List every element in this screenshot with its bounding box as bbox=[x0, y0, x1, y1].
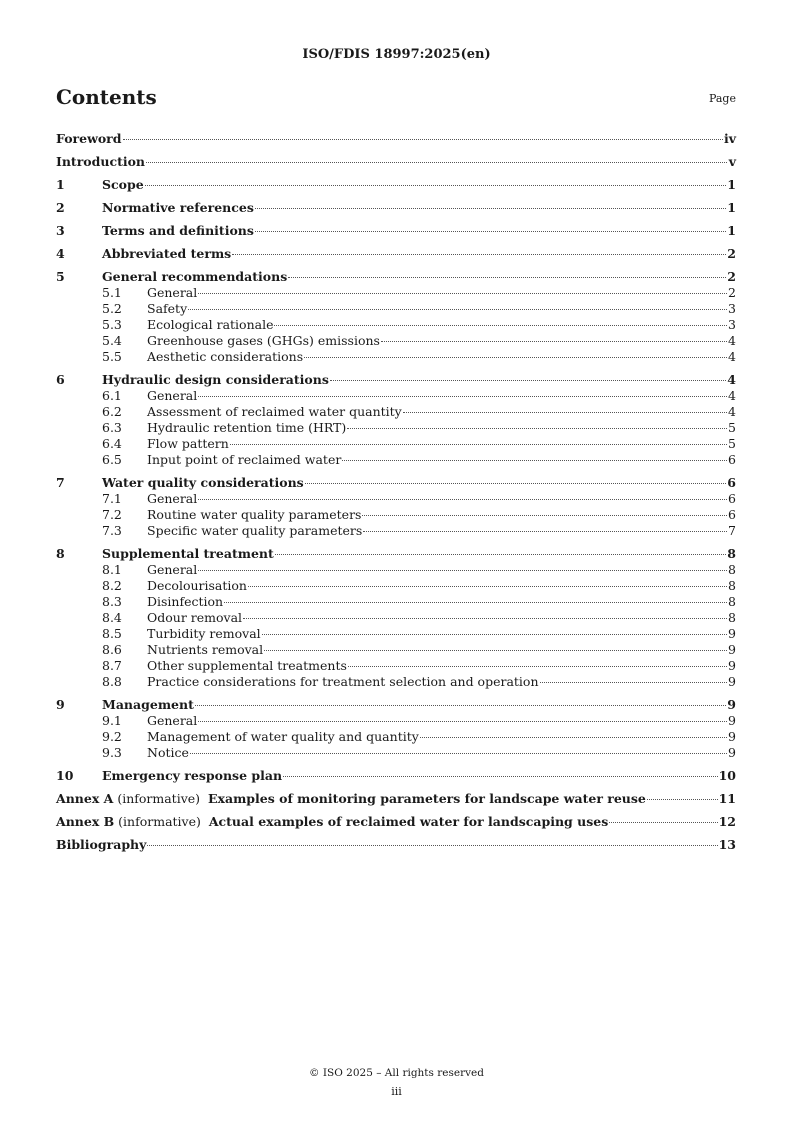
dot-leader bbox=[540, 682, 727, 683]
toc-entry-number: 8.8 bbox=[102, 674, 122, 689]
document-id: ISO/FDIS 18997:2025(en) bbox=[302, 47, 491, 62]
toc-entry[interactable] bbox=[56, 546, 736, 562]
toc-entry-page: 6 bbox=[728, 507, 736, 522]
toc-entry[interactable] bbox=[56, 674, 736, 690]
dot-leader bbox=[188, 309, 727, 310]
toc-entry-label: General bbox=[147, 491, 198, 506]
page-column-label: Page bbox=[708, 92, 736, 105]
toc-entry-page: 1 bbox=[727, 223, 736, 238]
toc-entry-label: Supplemental treatment bbox=[102, 546, 274, 561]
dot-leader bbox=[403, 412, 727, 413]
toc-entry-label: Management bbox=[102, 697, 194, 712]
toc-entry[interactable] bbox=[56, 388, 736, 404]
toc-entry-number: 8.5 bbox=[102, 626, 122, 641]
toc-entry[interactable] bbox=[56, 301, 736, 317]
dot-leader bbox=[190, 753, 727, 754]
toc-entry[interactable] bbox=[56, 837, 736, 853]
toc-entry-page: iv bbox=[723, 131, 736, 146]
toc-entry-label: Normative references bbox=[102, 200, 254, 215]
toc-entry-number: 7.1 bbox=[102, 491, 122, 506]
dot-leader bbox=[255, 208, 726, 209]
toc-entry-number: 9.1 bbox=[102, 713, 122, 728]
toc-entry[interactable] bbox=[56, 177, 736, 193]
toc-entry[interactable] bbox=[56, 697, 736, 713]
toc-entry-page: 2 bbox=[728, 285, 736, 300]
toc-entry-number: 7 bbox=[56, 475, 65, 490]
toc-entry-number: 8 bbox=[56, 546, 65, 561]
toc-entry-label: Input point of reclaimed water bbox=[147, 452, 342, 467]
toc-entry-label: Odour removal bbox=[147, 610, 243, 625]
toc-entry-number: 8.2 bbox=[102, 578, 122, 593]
toc-entry-number: 9.2 bbox=[102, 729, 122, 744]
toc-entry-page: 9 bbox=[728, 745, 736, 760]
toc-entry-number: 7.3 bbox=[102, 523, 122, 538]
toc-entry-number: 3 bbox=[56, 223, 65, 238]
toc-entry-page: 11 bbox=[718, 791, 736, 806]
toc-entry-label: Greenhouse gases (GHGs) emissions bbox=[147, 333, 380, 348]
toc-entry-label bbox=[56, 791, 646, 807]
toc-entry[interactable] bbox=[56, 246, 736, 262]
toc-entry-number: 4 bbox=[56, 246, 65, 261]
toc-entry[interactable] bbox=[56, 594, 736, 610]
toc-entry-page: 7 bbox=[728, 523, 736, 538]
table-of-contents bbox=[56, 131, 736, 853]
dot-leader bbox=[304, 357, 727, 358]
toc-entry[interactable] bbox=[56, 200, 736, 216]
dot-leader bbox=[342, 460, 727, 461]
toc-entry[interactable] bbox=[56, 491, 736, 507]
dot-leader bbox=[348, 666, 727, 667]
toc-entry-label: Terms and definitions bbox=[102, 223, 254, 238]
toc-entry-number: 5.3 bbox=[102, 317, 122, 332]
toc-entry-label: Hydraulic retention time (HRT) bbox=[147, 420, 347, 435]
dot-leader bbox=[123, 139, 723, 140]
toc-entry[interactable] bbox=[56, 626, 736, 642]
toc-entry-label: General bbox=[147, 285, 198, 300]
toc-entry-number: 5.5 bbox=[102, 349, 122, 364]
toc-entry-label: Bibliography bbox=[56, 837, 147, 852]
toc-entry-page: 1 bbox=[727, 177, 736, 192]
toc-entry[interactable] bbox=[56, 642, 736, 658]
toc-entry-number: 9 bbox=[56, 697, 65, 712]
dot-leader bbox=[362, 515, 727, 516]
toc-entry-number: 5.4 bbox=[102, 333, 122, 348]
toc-entry-page: 6 bbox=[727, 475, 736, 490]
toc-entry[interactable] bbox=[56, 317, 736, 333]
toc-entry-number: 1 bbox=[56, 177, 65, 192]
toc-entry-page: 9 bbox=[728, 713, 736, 728]
dot-leader bbox=[195, 705, 726, 706]
toc-entry[interactable] bbox=[56, 131, 736, 147]
toc-entry-number: 2 bbox=[56, 200, 65, 215]
toc-entry-label: Scope bbox=[102, 177, 144, 192]
toc-entry-page: 2 bbox=[727, 269, 736, 284]
toc-entry-number: 6.2 bbox=[102, 404, 122, 419]
toc-entry-label: Turbidity removal bbox=[147, 626, 261, 641]
toc-entry-page: 12 bbox=[718, 814, 736, 829]
toc-entry-label: Aesthetic considerations bbox=[147, 349, 304, 364]
toc-entry-number: 8.6 bbox=[102, 642, 122, 657]
dot-leader bbox=[198, 570, 727, 571]
dot-leader bbox=[275, 554, 727, 555]
dot-leader bbox=[255, 231, 726, 232]
dot-leader bbox=[224, 602, 727, 603]
toc-entry-label: Management of water quality and quantity bbox=[147, 729, 419, 744]
toc-entry[interactable] bbox=[56, 745, 736, 761]
toc-entry-page: 9 bbox=[727, 697, 736, 712]
dot-leader bbox=[248, 586, 727, 587]
toc-entry-label: Other supplemental treatments bbox=[147, 658, 347, 673]
toc-entry-page: 5 bbox=[728, 436, 736, 451]
toc-entry-page: 13 bbox=[718, 837, 736, 852]
toc-entry-label: Routine water quality parameters bbox=[147, 507, 362, 522]
dot-leader bbox=[146, 162, 727, 163]
dot-leader bbox=[305, 483, 727, 484]
toc-entry-page: 3 bbox=[728, 301, 736, 316]
toc-entry-label: Introduction bbox=[56, 154, 146, 169]
toc-entry-page: 4 bbox=[727, 372, 736, 387]
toc-entry[interactable] bbox=[56, 404, 736, 420]
toc-entry-label: Nutrients removal bbox=[147, 642, 264, 657]
toc-entry-number: 5 bbox=[56, 269, 65, 284]
annex-qualifier: (informative) bbox=[114, 814, 209, 829]
dot-leader bbox=[264, 650, 727, 651]
toc-entry-page: 4 bbox=[728, 388, 736, 403]
toc-entry[interactable] bbox=[56, 507, 736, 523]
dot-leader bbox=[243, 618, 727, 619]
dot-leader bbox=[198, 499, 727, 500]
toc-entry-label: Safety bbox=[147, 301, 188, 316]
toc-entry-page: 3 bbox=[728, 317, 736, 332]
dot-leader bbox=[363, 531, 727, 532]
toc-entry[interactable] bbox=[56, 658, 736, 674]
toc-entry[interactable] bbox=[56, 729, 736, 745]
toc-entry-label: Emergency response plan bbox=[102, 768, 283, 783]
dot-leader bbox=[330, 380, 726, 381]
toc-entry-label: General bbox=[147, 388, 198, 403]
page-number: iii bbox=[391, 1085, 402, 1098]
toc-entry[interactable] bbox=[56, 578, 736, 594]
toc-entry-label: Water quality considerations bbox=[102, 475, 304, 490]
toc-entry-page: 6 bbox=[728, 452, 736, 467]
dot-leader bbox=[347, 428, 727, 429]
toc-entry[interactable] bbox=[56, 349, 736, 365]
page-title: Contents bbox=[56, 85, 157, 109]
dot-leader bbox=[288, 277, 726, 278]
annex-prefix: Annex B bbox=[56, 814, 115, 829]
toc-entry-page: 9 bbox=[728, 674, 736, 689]
toc-entry-page: v bbox=[728, 154, 736, 169]
toc-entry-number: 6.4 bbox=[102, 436, 122, 451]
toc-entry-page: 8 bbox=[728, 610, 736, 625]
toc-entry-number: 8.4 bbox=[102, 610, 122, 625]
annex-title: Examples of monitoring parameters for landscape water reuse bbox=[207, 791, 646, 806]
toc-entry-number: 6.1 bbox=[102, 388, 122, 403]
toc-entry[interactable] bbox=[56, 610, 736, 626]
toc-entry-label: Disinfection bbox=[147, 594, 224, 609]
toc-entry-number: 5.1 bbox=[102, 285, 122, 300]
toc-entry-number: 8.7 bbox=[102, 658, 122, 673]
dot-leader bbox=[230, 444, 727, 445]
annex-prefix: Annex A bbox=[56, 791, 114, 806]
toc-entry[interactable] bbox=[56, 523, 736, 539]
toc-entry-page: 9 bbox=[728, 729, 736, 744]
toc-entry[interactable] bbox=[56, 768, 736, 784]
toc-entry[interactable] bbox=[56, 420, 736, 436]
toc-entry-label: General bbox=[147, 562, 198, 577]
toc-entry-number: 5.2 bbox=[102, 301, 122, 316]
toc-entry-number: 7.2 bbox=[102, 507, 122, 522]
toc-entry-page: 9 bbox=[728, 626, 736, 641]
dot-leader bbox=[232, 254, 726, 255]
toc-entry-page: 8 bbox=[727, 546, 736, 561]
dot-leader bbox=[147, 845, 717, 846]
toc-entry-number: 9.3 bbox=[102, 745, 122, 760]
toc-entry[interactable] bbox=[56, 269, 736, 285]
toc-entry-page: 8 bbox=[728, 578, 736, 593]
toc-entry[interactable] bbox=[56, 562, 736, 578]
toc-entry[interactable] bbox=[56, 285, 736, 301]
toc-entry[interactable] bbox=[56, 814, 736, 830]
toc-entry-number: 6 bbox=[56, 372, 65, 387]
toc-entry-page: 4 bbox=[728, 333, 736, 348]
toc-entry-number: 8.3 bbox=[102, 594, 122, 609]
toc-entry-number: 6.3 bbox=[102, 420, 122, 435]
toc-entry-page: 6 bbox=[728, 491, 736, 506]
toc-entry-label bbox=[56, 814, 608, 830]
toc-entry[interactable] bbox=[56, 452, 736, 468]
toc-entry-label: General bbox=[147, 713, 198, 728]
toc-entry[interactable] bbox=[56, 154, 736, 170]
toc-entry[interactable] bbox=[56, 436, 736, 452]
dot-leader bbox=[381, 341, 727, 342]
dot-leader bbox=[420, 737, 727, 738]
copyright-notice: © ISO 2025 – All rights reserved bbox=[309, 1067, 484, 1079]
toc-entry-label: Practice considerations for treatment selection and operation bbox=[147, 674, 539, 689]
toc-entry-page: 5 bbox=[728, 420, 736, 435]
toc-entry-number: 6.5 bbox=[102, 452, 122, 467]
annex-qualifier: (informative) bbox=[113, 791, 208, 806]
toc-entry-label: Abbreviated terms bbox=[102, 246, 232, 261]
toc-entry-page: 1 bbox=[727, 200, 736, 215]
toc-entry-label: Ecological rationale bbox=[147, 317, 274, 332]
toc-entry-label: Notice bbox=[147, 745, 189, 760]
dot-leader bbox=[647, 799, 718, 800]
toc-entry-label: Hydraulic design considerations bbox=[102, 372, 329, 387]
toc-entry[interactable] bbox=[56, 713, 736, 729]
toc-entry-page: 9 bbox=[728, 642, 736, 657]
toc-entry-label: General recommendations bbox=[102, 269, 288, 284]
toc-entry[interactable] bbox=[56, 223, 736, 239]
toc-entry-page: 8 bbox=[728, 562, 736, 577]
toc-entry[interactable] bbox=[56, 475, 736, 491]
dot-leader bbox=[262, 634, 727, 635]
toc-entry-number: 10 bbox=[56, 768, 74, 783]
toc-entry[interactable] bbox=[56, 333, 736, 349]
dot-leader bbox=[609, 822, 717, 823]
toc-entry[interactable] bbox=[56, 372, 736, 388]
toc-entry-page: 9 bbox=[728, 658, 736, 673]
toc-entry-label: Assessment of reclaimed water quantity bbox=[147, 404, 402, 419]
dot-leader bbox=[198, 721, 727, 722]
toc-entry-page: 2 bbox=[727, 246, 736, 261]
dot-leader bbox=[198, 396, 727, 397]
toc-entry-page: 8 bbox=[728, 594, 736, 609]
toc-entry-number: 8.1 bbox=[102, 562, 122, 577]
dot-leader bbox=[274, 325, 727, 326]
dot-leader bbox=[198, 293, 727, 294]
toc-entry[interactable] bbox=[56, 791, 736, 807]
dot-leader bbox=[283, 776, 718, 777]
dot-leader bbox=[145, 185, 727, 186]
toc-entry-page: 4 bbox=[728, 404, 736, 419]
annex-title: Actual examples of reclaimed water for landscaping uses bbox=[208, 814, 609, 829]
toc-entry-label: Decolourisation bbox=[147, 578, 247, 593]
toc-entry-label: Flow pattern bbox=[147, 436, 229, 451]
toc-entry-page: 10 bbox=[718, 768, 736, 783]
toc-entry-label: Foreword bbox=[56, 131, 122, 146]
toc-entry-label: Specific water quality parameters bbox=[147, 523, 363, 538]
toc-entry-page: 4 bbox=[728, 349, 736, 364]
